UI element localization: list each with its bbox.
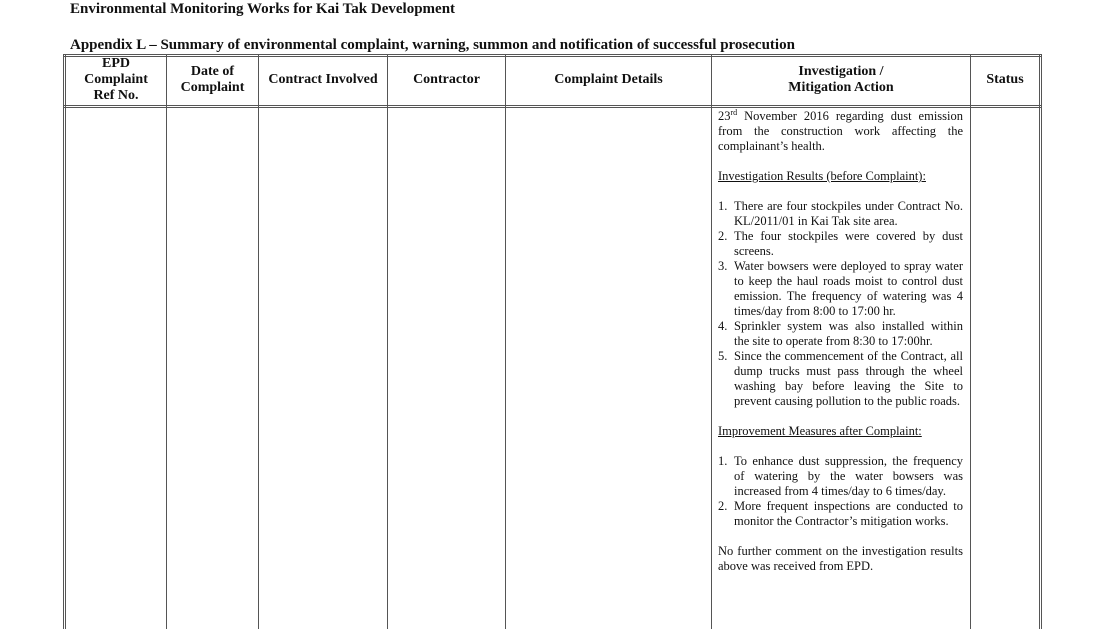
document-title: Environmental Monitoring Works for Kai Tak Development [70,1,456,17]
investigation-intro: 23rd November 2016 regarding dust emission from the construction work affecting the complainant’s health. [718,108,963,153]
before-complaint-heading: Investigation Results (before Complaint): [718,169,926,183]
header-date-of-complaint: Date of Complaint [180,64,245,95]
header-status: Status [986,72,1024,87]
header-epd-ref-no: EPD Complaint Ref No. [84,56,148,103]
list-item: 2. The four stockpiles were covered by dust screens. [718,229,963,258]
table-left-border-inner [65,54,66,629]
list-item: 3. Water bowsers were deployed to spray water to keep the haul roads moist to control dust emission. The frequency of watering was 4 times/day from 8:00 to 17:00 hr. [718,259,963,318]
table-left-border [63,54,64,629]
column-divider [711,54,712,629]
after-complaint-heading: Improvement Measures after Complaint: [718,424,922,438]
after-complaint-list [718,454,963,529]
list-item: 1. There are four stockpiles under Contract No. KL/2011/01 in Kai Tak site area. [718,199,963,228]
table-right-border-inner [1039,54,1040,629]
header-complaint-details: Complaint Details [554,72,663,87]
column-divider [166,54,167,629]
table-right-border [1041,54,1042,629]
list-item: 4. Sprinkler system was also installed within the site to operate from 8:30 to 17:00hr. [718,319,963,348]
header-bottom-border-inner [63,107,1042,108]
header-investigation-mitigation: Investigation / Mitigation Action [788,64,894,95]
investigation-closing: No further comment on the investigation results above was received from EPD. [718,544,963,573]
complaint-table [63,54,1042,629]
header-contractor: Contractor [413,72,480,87]
appendix-title: Appendix L – Summary of environmental complaint, warning, summon and notification of successful prosecution [70,37,795,53]
list-item: 1. To enhance dust suppression, the frequency of watering by the water bowsers was increased from 4 times/day to 6 times/day. [718,454,963,498]
column-divider [387,54,388,629]
header-contract-involved: Contract Involved [268,72,378,87]
before-complaint-list [718,199,963,409]
column-divider [505,54,506,629]
column-divider [258,54,259,629]
investigation-cell [718,109,963,574]
list-item: 2. More frequent inspections are conducted to monitor the Contractor’s mitigation works. [718,499,963,528]
column-divider [970,54,971,629]
header-bottom-border [63,105,1042,106]
list-item: 5. Since the commencement of the Contract, all dump trucks must pass through the wheel washing bay before leaving the Site to prevent causing pollution to the public roads. [718,349,963,408]
